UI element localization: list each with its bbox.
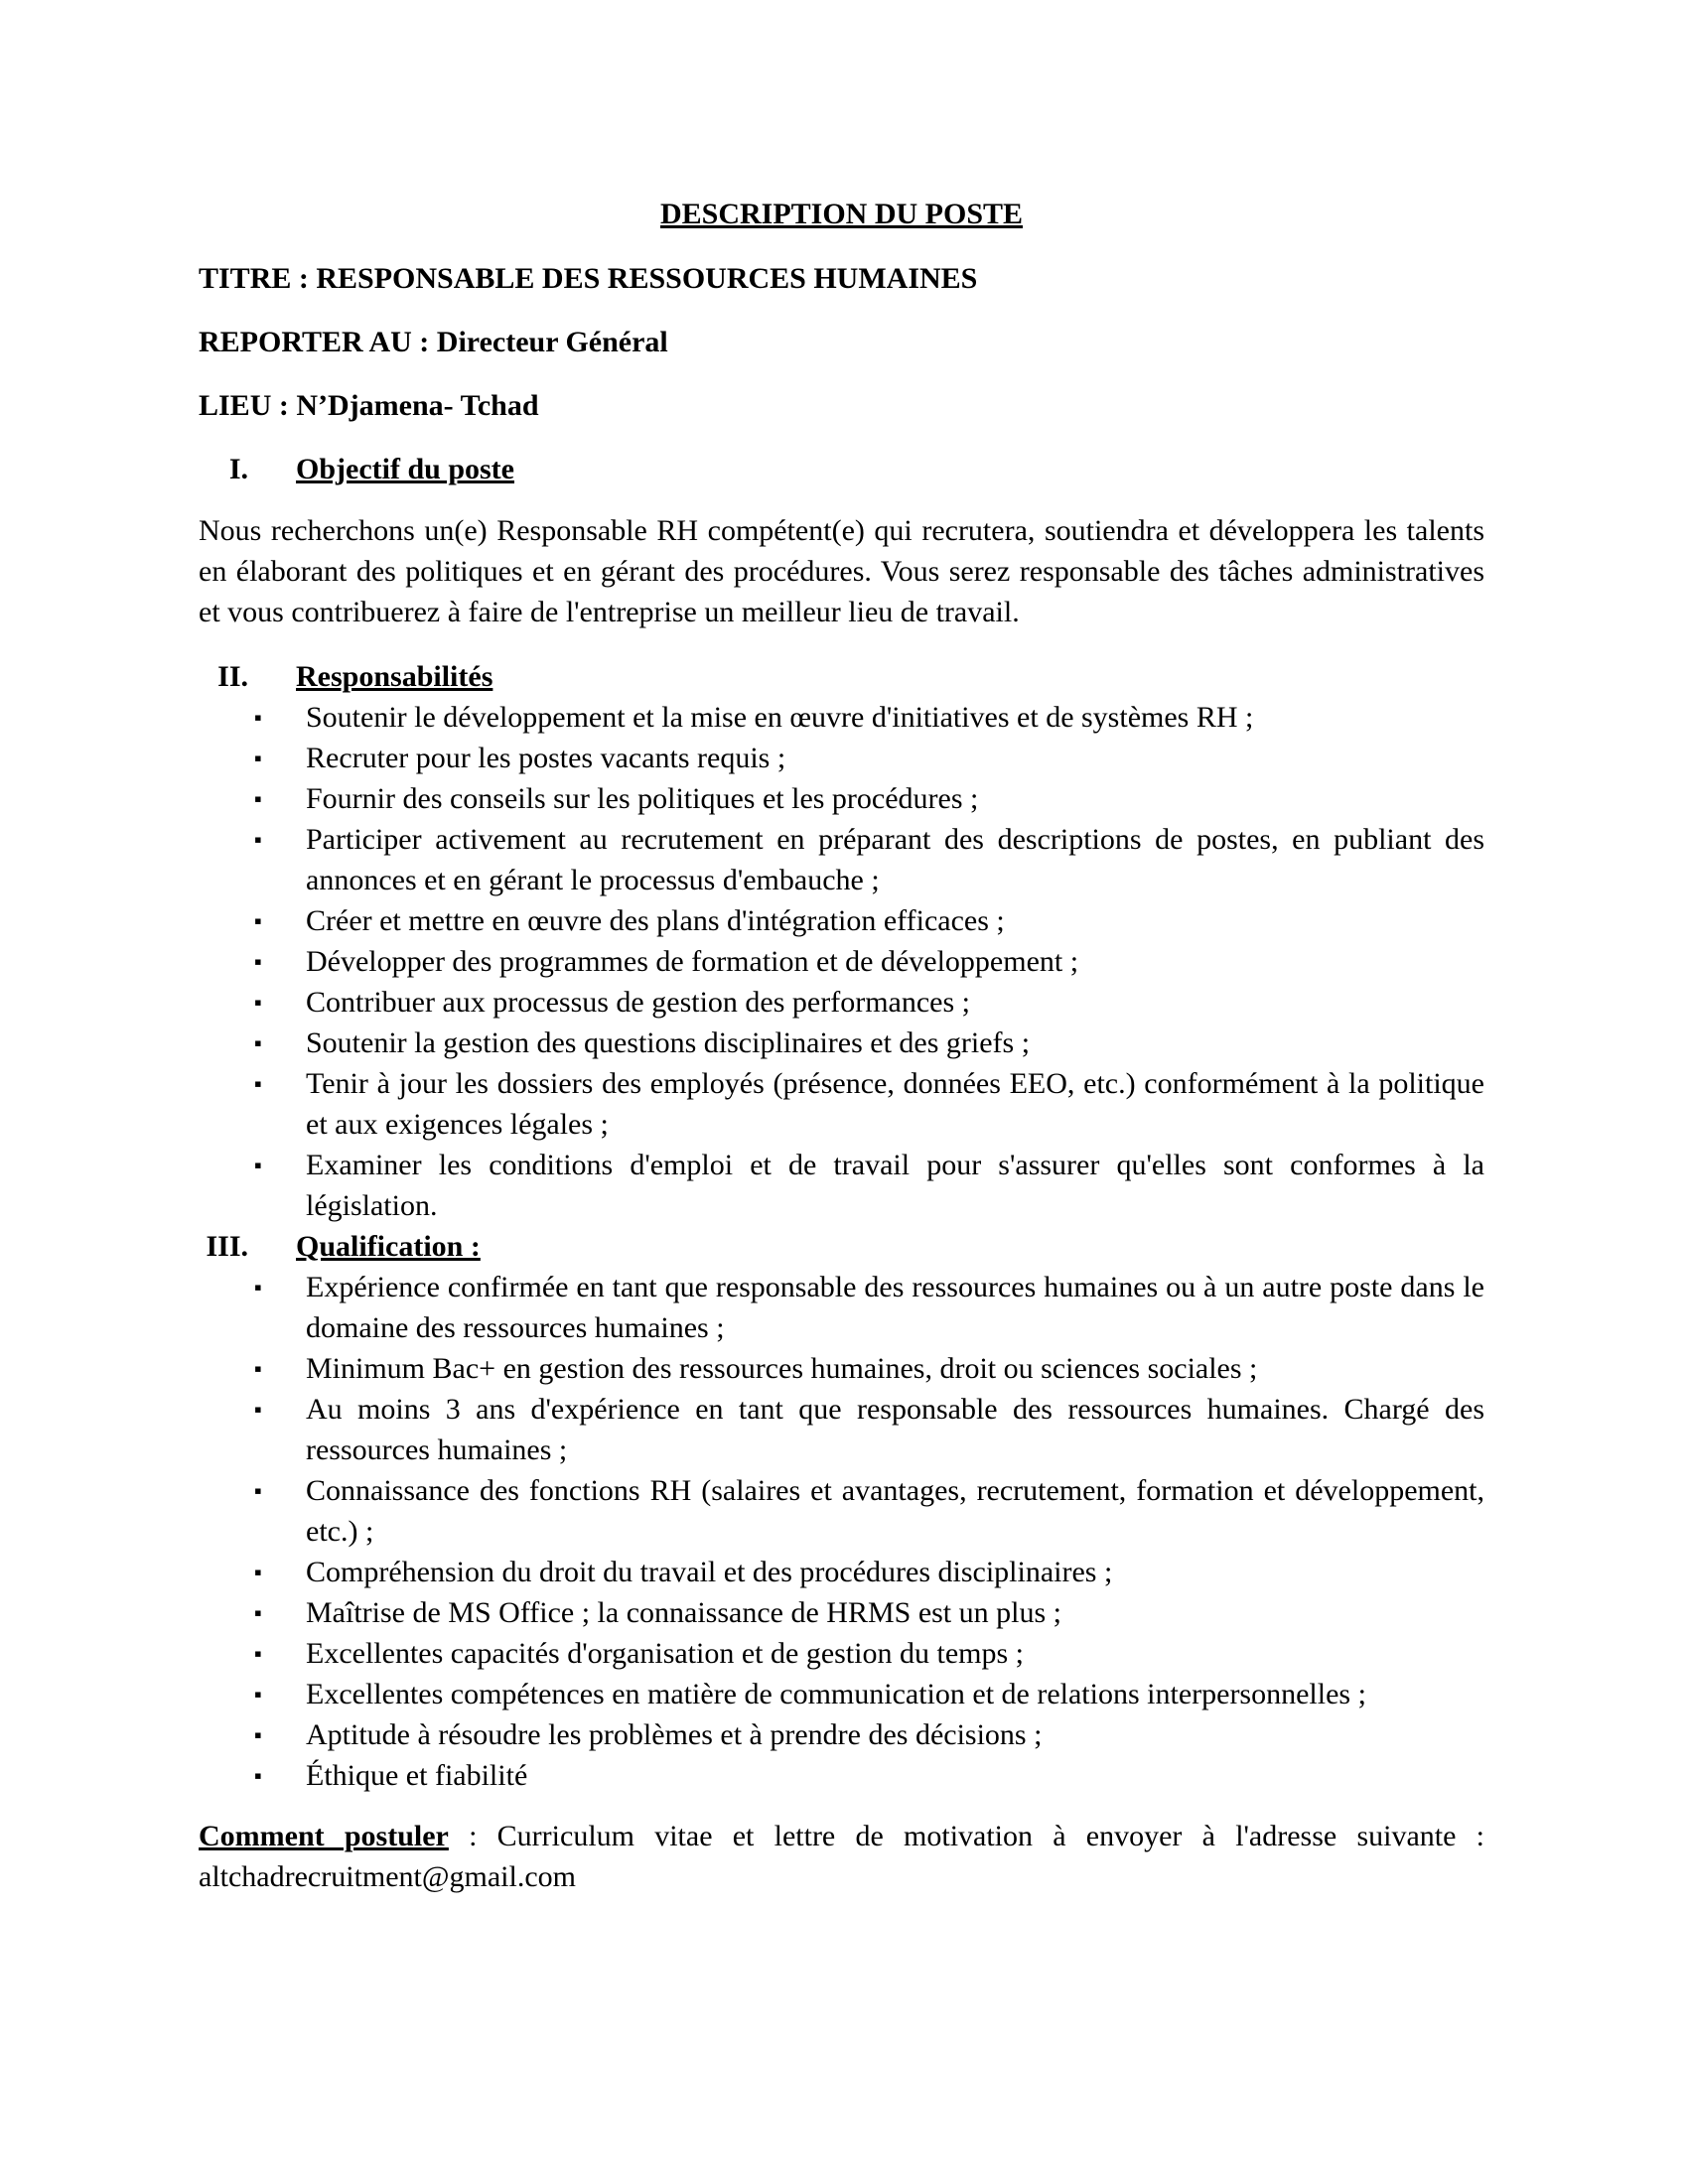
bullet-icon: ▪ [254, 1153, 262, 1177]
bullet-icon: ▪ [254, 786, 262, 811]
list-item [199, 819, 1484, 900]
list-item-text: Au moins 3 ans d'expérience en tant que responsable des ressources humaines. Chargé des ressources humaines ; [306, 1393, 1484, 1466]
list-item-text: Tenir à jour les dossiers des employés (présence, données EEO, etc.) conformément à la politique et aux exigences légales ; [306, 1067, 1484, 1141]
job-title-line: TITRE : RESPONSABLE DES RESSOURCES HUMAINES [199, 262, 978, 295]
list-item [199, 1470, 1484, 1552]
document-page [199, 194, 1484, 1927]
list-item-text: Développer des programmes de formation et de développement ; [306, 945, 1079, 978]
list-item [199, 1063, 1484, 1145]
location-line: LIEU : N’Djamena- Tchad [199, 389, 539, 422]
list-item-text: Minimum Bac+ en gestion des ressources humaines, droit ou sciences sociales ; [306, 1352, 1258, 1385]
list-item [199, 982, 1484, 1023]
bullet-icon: ▪ [254, 949, 262, 974]
list-item [199, 1023, 1484, 1063]
bullet-icon: ▪ [254, 1356, 262, 1381]
section-label: Responsabilités [296, 660, 493, 693]
list-item-text: Soutenir la gestion des questions disciplinaires et des griefs ; [306, 1026, 1031, 1059]
list-item [199, 1755, 1484, 1796]
list-item-text: Contribuer aux processus de gestion des performances ; [306, 986, 970, 1019]
bullet-icon: ▪ [254, 1682, 262, 1706]
how-to-apply [199, 1816, 1484, 1897]
list-item [199, 1592, 1484, 1633]
how-to-apply-text: : Curriculum vitae et lettre de motivation à envoyer à l'adresse suivante : altchadrecruitment@gmail.com [199, 1820, 1484, 1893]
bullet-icon: ▪ [254, 746, 262, 770]
list-item [199, 1348, 1484, 1389]
qualification-list [199, 1267, 1484, 1796]
section-objectif-heading [199, 449, 1484, 489]
list-item [199, 1389, 1484, 1470]
list-item-text: Soutenir le développement et la mise en œuvre d'initiatives et de systèmes RH ; [306, 701, 1254, 734]
bullet-icon: ▪ [254, 705, 262, 730]
section-number: III. [206, 1230, 248, 1263]
list-item [199, 778, 1484, 819]
bullet-icon: ▪ [254, 1478, 262, 1503]
section-label: Qualification : [296, 1230, 481, 1263]
list-item-text: Compréhension du droit du travail et des procédures disciplinaires ; [306, 1556, 1113, 1588]
bullet-icon: ▪ [254, 1722, 262, 1747]
bullet-icon: ▪ [254, 1275, 262, 1299]
list-item [199, 697, 1484, 738]
bullet-icon: ▪ [254, 1560, 262, 1584]
section-qualification-heading [199, 1226, 1484, 1267]
list-item [199, 941, 1484, 982]
list-item [199, 1714, 1484, 1755]
section-number: II. [217, 660, 248, 693]
list-item-text: Aptitude à résoudre les problèmes et à prendre des décisions ; [306, 1718, 1043, 1751]
list-item-text: Créer et mettre en œuvre des plans d'intégration efficaces ; [306, 904, 1005, 937]
objectif-paragraph: Nous recherchons un(e) Responsable RH compétent(e) qui recrutera, soutiendra et développera les talents en élaborant des politiques et en gérant des procédures. Vous serez responsable des tâches administratives et vous contribuerez à faire de l'entreprise un meilleur lieu de travail. [199, 514, 1484, 628]
list-item [199, 1674, 1484, 1714]
list-item [199, 1633, 1484, 1674]
bullet-icon: ▪ [254, 1763, 262, 1788]
list-item-text: Examiner les conditions d'emploi et de travail pour s'assurer qu'elles sont conformes à la législation. [306, 1149, 1484, 1222]
reports-to-line: REPORTER AU : Directeur Général [199, 326, 668, 358]
bullet-icon: ▪ [254, 827, 262, 852]
list-item-text: Recruter pour les postes vacants requis ; [306, 742, 786, 774]
responsabilites-list [199, 697, 1484, 1226]
list-item-text: Expérience confirmée en tant que responsable des ressources humaines ou à un autre poste dans le domaine des ressources humaines ; [306, 1271, 1484, 1344]
list-item-text: Éthique et fiabilité [306, 1759, 528, 1792]
list-item-text: Maîtrise de MS Office ; la connaissance de HRMS est un plus ; [306, 1596, 1061, 1629]
list-item-text: Participer activement au recrutement en préparant des descriptions de postes, en publiant des annonces et en gérant le processus d'embauche ; [306, 823, 1484, 896]
list-item [199, 1145, 1484, 1226]
list-item [199, 1552, 1484, 1592]
section-label: Objectif du poste [296, 453, 514, 485]
bullet-icon: ▪ [254, 1030, 262, 1055]
section-number: I. [228, 453, 248, 485]
bullet-icon: ▪ [254, 908, 262, 933]
bullet-icon: ▪ [254, 1600, 262, 1625]
list-item-text: Fournir des conseils sur les politiques et les procédures ; [306, 782, 979, 815]
bullet-icon: ▪ [254, 1397, 262, 1422]
list-item [199, 900, 1484, 941]
bullet-icon: ▪ [254, 990, 262, 1015]
document-title: DESCRIPTION DU POSTE [659, 198, 1024, 230]
section-responsabilites-heading [199, 656, 1484, 697]
bullet-icon: ▪ [254, 1071, 262, 1096]
list-item-text: Connaissance des fonctions RH (salaires et avantages, recrutement, formation et développement, etc.) ; [306, 1474, 1484, 1548]
list-item-text: Excellentes capacités d'organisation et de gestion du temps ; [306, 1637, 1024, 1670]
list-item [199, 1267, 1484, 1348]
bullet-icon: ▪ [254, 1641, 262, 1666]
how-to-apply-label: Comment postuler [199, 1820, 449, 1852]
list-item [199, 738, 1484, 778]
list-item-text: Excellentes compétences en matière de communication et de relations interpersonnelles ; [306, 1678, 1366, 1710]
